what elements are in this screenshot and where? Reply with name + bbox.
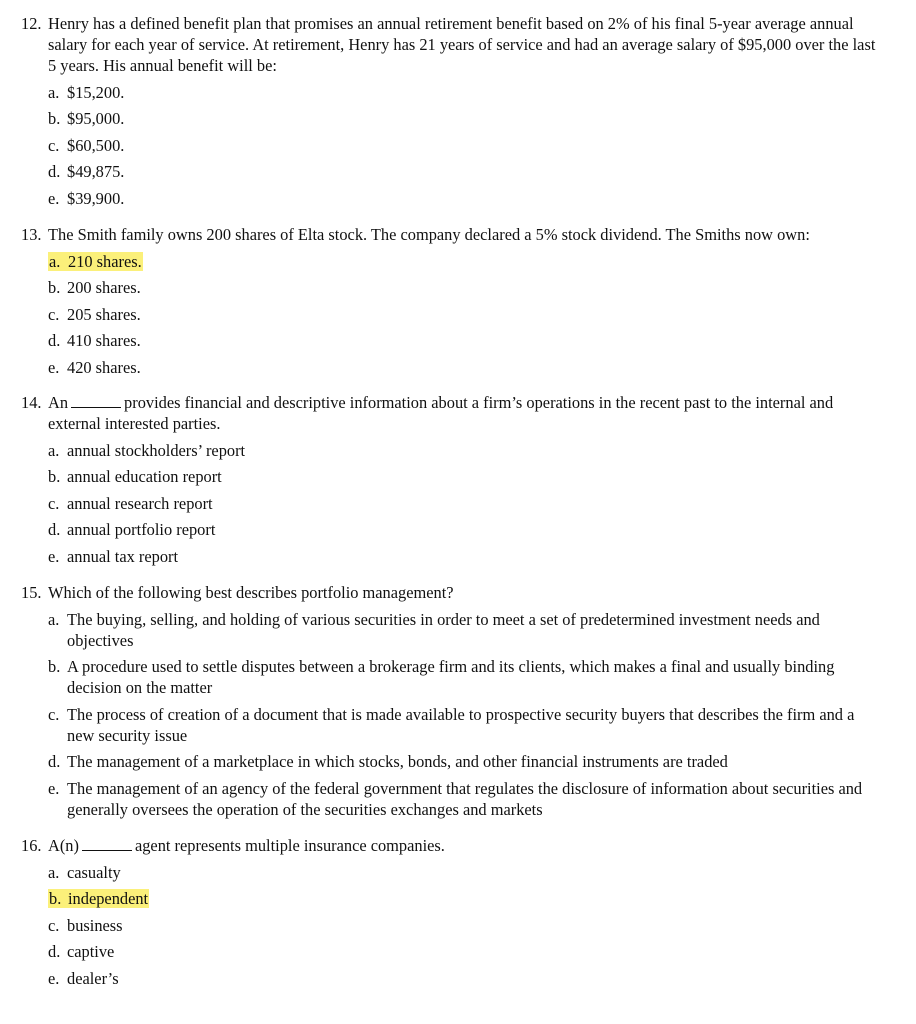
option-a <box>21 862 881 883</box>
question-number: 14. <box>21 393 42 412</box>
option-text: annual stockholders’ report <box>67 440 246 460</box>
question-stem <box>21 224 881 245</box>
option-d <box>21 941 881 962</box>
option-letter: c. <box>48 493 60 513</box>
option-text: casualty <box>67 862 121 882</box>
option-letter: d. <box>48 752 61 771</box>
highlighted-answer <box>48 252 143 271</box>
question-stem <box>21 392 881 434</box>
question-16 <box>21 835 881 989</box>
option-c <box>21 704 881 746</box>
option-c <box>21 493 881 514</box>
option-c <box>21 135 881 156</box>
option-letter: a. <box>48 609 60 629</box>
question-12 <box>21 13 881 209</box>
question-stem <box>21 582 881 603</box>
option-text: The buying, selling, and holding of various securities in order to meet a set of predetermined investment needs and objectives <box>67 609 820 650</box>
option-letter: b. <box>48 657 61 676</box>
option-b <box>21 466 881 487</box>
option-c <box>21 304 881 325</box>
option-text: annual research report <box>67 493 213 513</box>
question-text-before-blank: An <box>48 393 69 412</box>
option-letter: a. <box>48 862 60 882</box>
option-letter: d. <box>48 520 61 539</box>
option-b <box>21 108 881 129</box>
option-e <box>21 968 881 989</box>
option-text: A procedure used to settle disputes between a brokerage firm and its clients, which makes a final and usually binding decision on the matter <box>67 657 835 697</box>
question-number: 16. <box>21 836 42 855</box>
option-list <box>21 440 881 567</box>
question-number: 15. <box>21 583 42 602</box>
option-letter: b. <box>48 467 61 486</box>
option-text: annual tax report <box>67 546 179 566</box>
option-text: The process of creation of a document that is made available to prospective security buyers that describes the firm and a new security issue <box>67 704 855 745</box>
option-text: $95,000. <box>67 109 125 128</box>
question-text-after-blank: provides financial and descriptive information about a firm’s operations in the recent past to the internal and external interested parties. <box>48 393 834 433</box>
question-number: 12. <box>21 14 42 33</box>
option-letter: e. <box>48 778 60 798</box>
question-number: 13. <box>21 225 42 244</box>
option-letter: e. <box>48 188 60 208</box>
option-c <box>21 915 881 936</box>
option-letter: b. <box>48 278 61 297</box>
question-15 <box>21 582 881 820</box>
option-a <box>21 440 881 461</box>
option-b <box>21 656 881 698</box>
option-letter: d. <box>48 331 61 350</box>
question-text: Henry has a defined benefit plan that promises an annual retirement benefit based on 2% of his final 5-year average annual salary for each year of service. At retirement, Henry has 21 years of service and had an average salary of $95,000 over the last 5 years. His annual benefit will be: <box>48 14 876 75</box>
question-text: The Smith family owns 200 shares of Elta stock. The company declared a 5% stock dividend. The Smiths now own: <box>48 225 810 244</box>
option-letter: d. <box>48 942 61 961</box>
option-d <box>21 161 881 182</box>
option-letter: e. <box>48 546 60 566</box>
option-text: $60,500. <box>67 135 125 155</box>
option-d <box>21 519 881 540</box>
option-a <box>21 82 881 103</box>
option-letter: e. <box>48 968 60 988</box>
option-letter: a. <box>48 82 60 102</box>
option-a <box>21 609 881 651</box>
question-stem <box>21 13 881 76</box>
option-text: $49,875. <box>67 162 125 181</box>
option-letter: a. <box>49 251 61 271</box>
option-text: $15,200. <box>67 82 125 102</box>
fill-in-blank <box>71 393 121 408</box>
option-text: The management of a marketplace in which stocks, bonds, and other financial instruments are traded <box>67 752 728 771</box>
option-letter: e. <box>48 357 60 377</box>
option-list <box>21 862 881 989</box>
option-a <box>21 251 881 272</box>
option-text: annual education report <box>67 467 222 486</box>
question-text-before-blank: A(n) <box>48 836 79 855</box>
option-letter: b. <box>48 109 61 128</box>
option-letter: a. <box>48 440 60 460</box>
option-e <box>21 188 881 209</box>
option-d <box>21 330 881 351</box>
option-list <box>21 82 881 209</box>
option-text: 410 shares. <box>67 331 141 350</box>
option-list <box>21 609 881 820</box>
option-letter: c. <box>48 135 60 155</box>
option-b <box>21 888 881 909</box>
option-b <box>21 277 881 298</box>
option-list <box>21 251 881 378</box>
option-text: 205 shares. <box>67 304 141 324</box>
option-text: annual portfolio report <box>67 520 216 539</box>
option-text: business <box>67 915 123 935</box>
option-text: 200 shares. <box>67 278 141 297</box>
option-text: independent <box>68 889 149 908</box>
option-letter: c. <box>48 304 60 324</box>
option-e <box>21 357 881 378</box>
option-text: The management of an agency of the federal government that regulates the disclosure of information about securities and generally oversees the operation of the securities exchanges and markets <box>67 778 863 819</box>
highlighted-answer <box>48 889 149 908</box>
option-e <box>21 778 881 820</box>
option-text: $39,900. <box>67 188 125 208</box>
option-text: captive <box>67 942 115 961</box>
option-e <box>21 546 881 567</box>
option-text: 210 shares. <box>68 251 142 271</box>
option-d <box>21 751 881 772</box>
question-stem <box>21 835 881 856</box>
question-text-after-blank: agent represents multiple insurance companies. <box>134 836 445 855</box>
question-text: Which of the following best describes portfolio management? <box>48 583 454 602</box>
option-letter: c. <box>48 915 60 935</box>
option-letter: b. <box>49 889 62 908</box>
option-letter: c. <box>48 704 60 724</box>
option-text: 420 shares. <box>67 357 141 377</box>
option-letter: d. <box>48 162 61 181</box>
option-text: dealer’s <box>67 968 119 988</box>
fill-in-blank <box>82 836 132 851</box>
question-14 <box>21 392 881 567</box>
question-13 <box>21 224 881 378</box>
